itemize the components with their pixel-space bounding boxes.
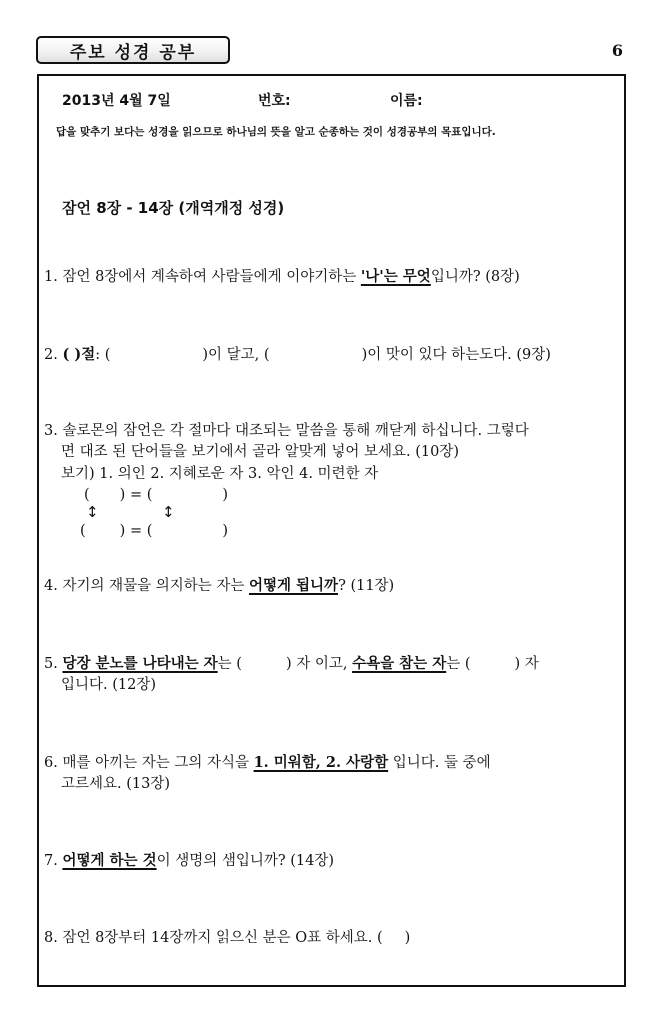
q5-line-2: 입니다. (12장) <box>61 677 157 693</box>
q6-line-2: 고르세요. (13장) <box>61 776 171 792</box>
header-tab <box>36 36 230 64</box>
question-4 <box>44 575 394 597</box>
q7-emphasis: 어떻게 하는 것 <box>62 852 157 869</box>
question-6: 6. 매를 아끼는 자는 그의 자식을 1. 미워함, 2. 사랑함 입니다. 둘 중에 <box>44 754 491 771</box>
q5-emphasis-1: 당장 분노를 나타내는 자 <box>62 655 218 672</box>
name-label: 이름: <box>390 93 423 109</box>
q5-emphasis-2: 수욕을 참는 자 <box>352 655 447 672</box>
question-1 <box>44 266 520 288</box>
date-text: 2013년 4월 7일 <box>62 93 171 109</box>
q2-number: 2. <box>44 347 63 363</box>
q2-text-3: )이 맛이 있다 하는도다. (9장) <box>361 347 551 363</box>
q4-text: 4. 자기의 재물을 의지하는 자는 <box>44 578 249 594</box>
passage-title: 잠언 8장 - 14장 (개역개정 성경) <box>62 199 285 217</box>
q3-arrow-left: ↕ <box>86 503 99 521</box>
question-7: 7. 어떻게 하는 것이 생명의 샘입니까? (14장) <box>44 852 335 869</box>
q4-text-end: ? (11장) <box>338 578 395 594</box>
q6-emphasis: 1. 미워함, 2. 사랑함 <box>253 754 389 771</box>
header-tab-title: 주보 성경 공부 <box>69 42 197 63</box>
q1-text: 1. 잠언 8장에서 계속하여 사람들에게 이야기하는 <box>44 269 361 285</box>
q3-blank-row-1: ( ) = ( ) <box>84 487 229 503</box>
question-5: 5. 당장 분노를 나타내는 자는 ( ) 자 이고, 수욕을 참는 자는 ( ) 자 <box>44 655 539 672</box>
question-8: 8. 잠언 8장부터 14장까지 읽으신 분은 O표 하세요. ( ) <box>44 930 411 946</box>
q3-choices: 보기) 1. 의인 2. 지혜로운 자 3. 악인 4. 미련한 자 <box>61 466 379 482</box>
q4-emphasis: 어떻게 됩니까 <box>248 577 339 594</box>
question-2 <box>44 344 551 366</box>
q3-line-1: 3. 솔로몬의 잠언은 각 절마다 대조되는 말씀을 통해 깨닫게 하십니다. 그렇다 <box>44 423 529 439</box>
q2-text-1: : ( <box>95 347 111 363</box>
intro-text: 답을 맞추기 보다는 성경을 읽으므로 하나님의 뜻을 알고 순종하는 것이 성경공부의 목표입니다. <box>56 126 496 138</box>
page-number: 6 <box>611 41 623 60</box>
q2-verse-blank: ( )절 <box>62 346 96 363</box>
q3-line-2: 면 대조 된 단어들을 보기에서 골라 알맞게 넣어 보세요. (10장) <box>61 444 460 460</box>
q2-text-2: )이 달고, ( <box>202 347 270 363</box>
q3-arrow-right: ↕ <box>162 503 175 521</box>
number-label: 번호: <box>258 93 291 109</box>
q1-emphasis: '나'는 무엇 <box>360 268 431 285</box>
q1-text-end: 입니까? (8장) <box>430 269 520 285</box>
q3-blank-row-2: ( ) = ( ) <box>80 523 229 539</box>
